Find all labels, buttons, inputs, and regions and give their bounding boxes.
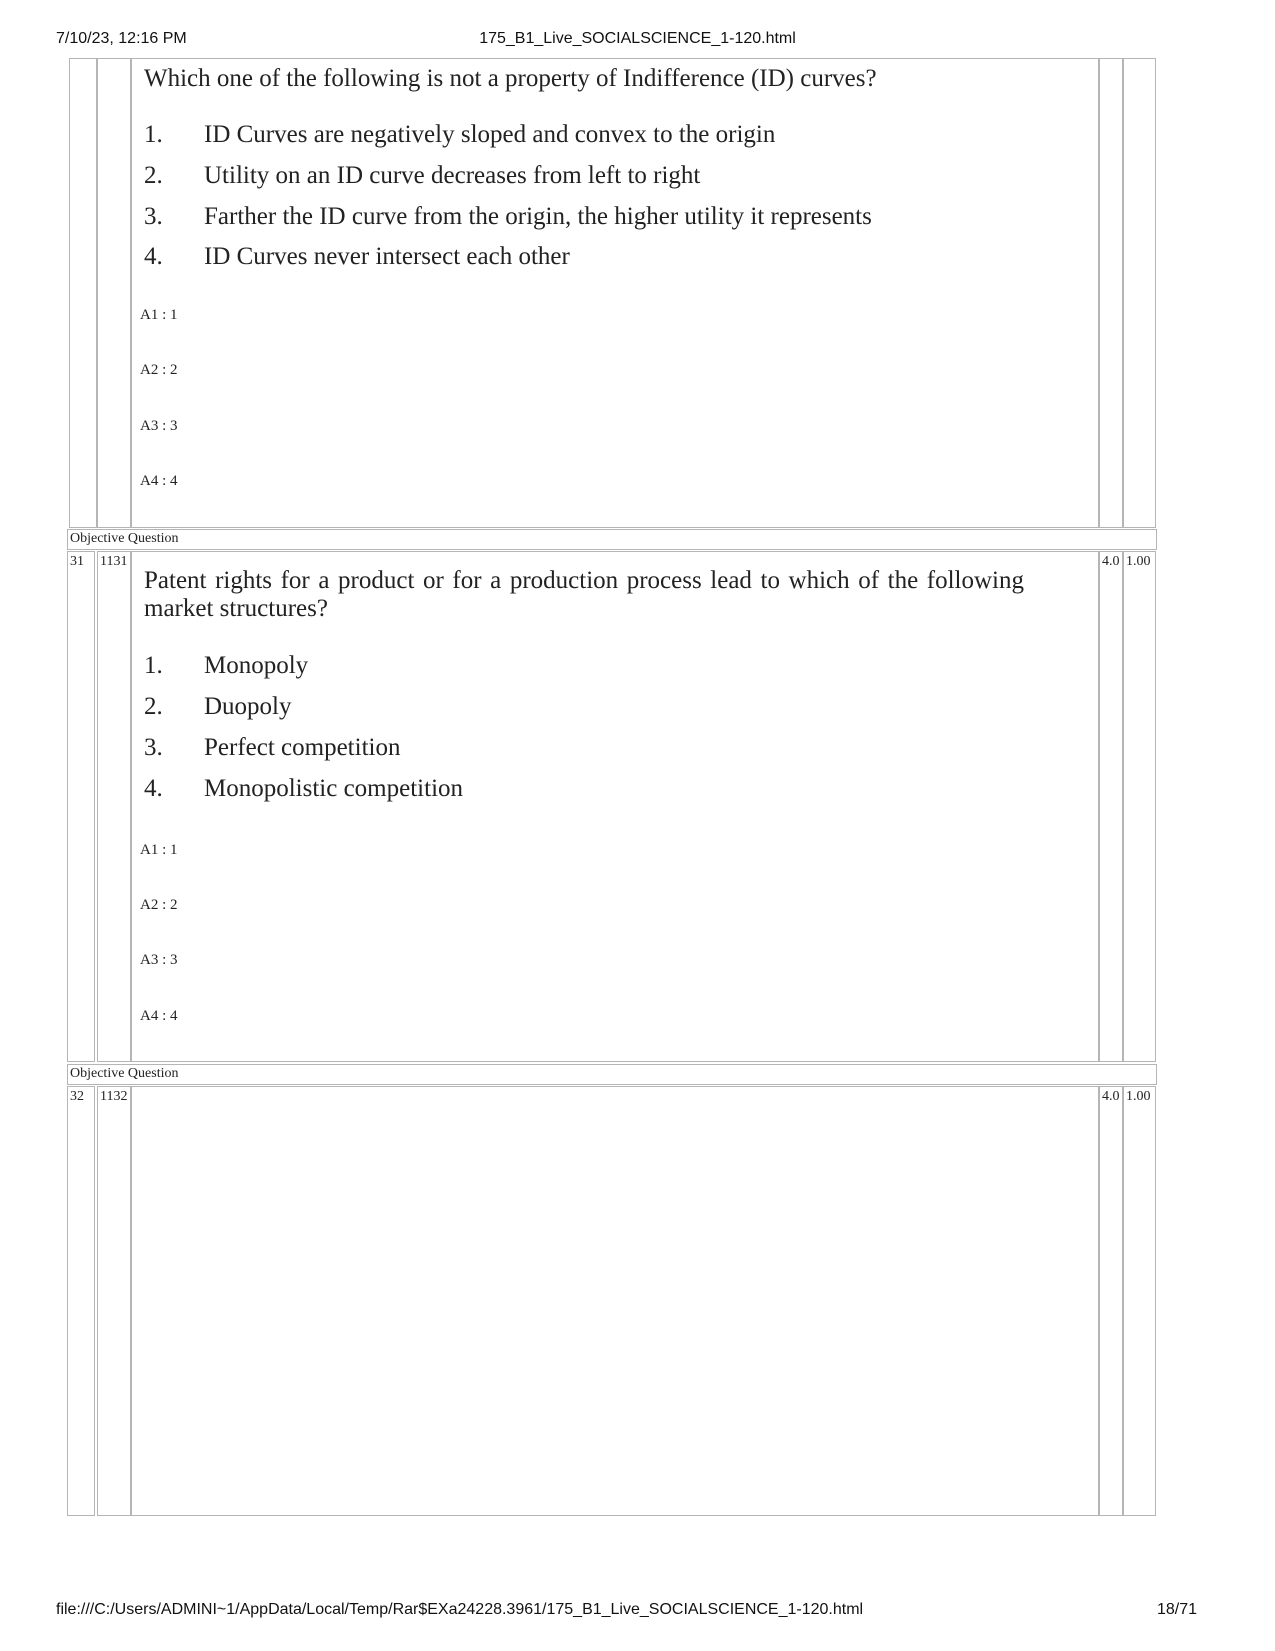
sno-column (67, 551, 95, 1062)
question-30-text: Which one of the following is not a property of Indifference (ID) curves? (144, 65, 877, 92)
question-cell (131, 551, 1099, 1062)
answer-option: A4 : 4 (140, 473, 178, 489)
document-title: 175_B1_Live_SOCIALSCIENCE_1-120.html (479, 30, 796, 47)
question-id: 1131 (100, 554, 128, 569)
question-type-label: Objective Question (70, 1066, 179, 1081)
option-text: ID Curves never intersect each other (204, 243, 570, 270)
question-id: 1132 (100, 1089, 128, 1104)
question-31-text-line1: Patent rights for a product or for a production process lead to which of the following (144, 567, 1024, 594)
option-number: 1. (144, 121, 163, 148)
marks-column (1099, 551, 1123, 1062)
option-text: Monopoly (204, 652, 309, 679)
answer-option: A2 : 2 (140, 897, 178, 913)
serial-number: 31 (70, 554, 84, 569)
option-text: Duopoly (204, 693, 292, 720)
answer-option: A1 : 1 (140, 307, 178, 323)
marks-column (1099, 58, 1123, 528)
negative-marks-column (1123, 1086, 1156, 1516)
option-number: 4. (144, 775, 163, 802)
option-number: 3. (144, 203, 163, 230)
negative-marks-column (1123, 551, 1156, 1062)
option-number: 2. (144, 162, 163, 189)
qid-column (97, 1086, 131, 1516)
question-type-bar (67, 1064, 1157, 1085)
option-number: 1. (144, 652, 163, 679)
negative-marks-column (1123, 58, 1156, 528)
serial-number: 32 (70, 1089, 84, 1104)
option-number: 4. (144, 243, 163, 270)
marks-value: 4.0 (1102, 554, 1120, 569)
sno-column (69, 58, 97, 528)
page-number: 18/71 (1156, 1601, 1197, 1618)
sno-column (67, 1086, 95, 1516)
option-text: ID Curves are negatively sloped and convex to the origin (204, 121, 776, 148)
file-path: file:///C:/Users/ADMINI~1/AppData/Local/Temp/Rar$EXa24228.3961/175_B1_Live_SOCIALSCIENCE_1-120.html (56, 1601, 864, 1618)
answer-option: A4 : 4 (140, 1008, 178, 1024)
marks-column (1099, 1086, 1123, 1516)
option-number: 3. (144, 734, 163, 761)
answer-option: A3 : 3 (140, 952, 178, 968)
option-text: Farther the ID curve from the origin, the higher utility it represents (204, 203, 872, 230)
answer-option: A1 : 1 (140, 842, 178, 858)
answer-option: A2 : 2 (140, 362, 178, 378)
marks-value: 4.0 (1102, 1089, 1120, 1104)
option-text: Perfect competition (204, 734, 401, 761)
qid-column (97, 58, 131, 528)
print-datetime: 7/10/23, 12:16 PM (56, 30, 187, 47)
qid-column (97, 551, 131, 1062)
answer-option: A3 : 3 (140, 418, 178, 434)
option-text: Utility on an ID curve decreases from left to right (204, 162, 701, 189)
question-type-label: Objective Question (70, 531, 179, 546)
negative-marks-value: 1.00 (1126, 554, 1151, 569)
question-type-bar (67, 529, 1157, 550)
question-cell (131, 1086, 1099, 1516)
option-number: 2. (144, 693, 163, 720)
negative-marks-value: 1.00 (1126, 1089, 1151, 1104)
question-31-text-line2: market structures? (144, 595, 328, 622)
option-text: Monopolistic competition (204, 775, 464, 802)
